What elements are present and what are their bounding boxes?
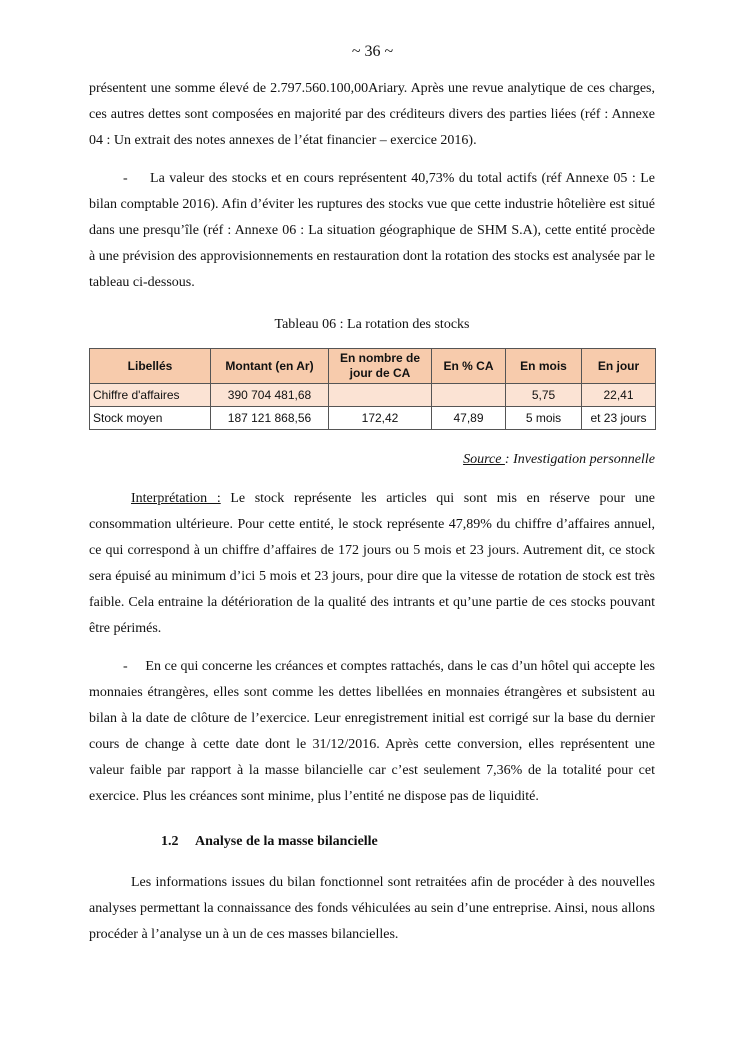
header-libelles: Libellés — [90, 349, 211, 384]
header-en-jour: En jour — [582, 349, 656, 384]
source-label: Source — [463, 452, 505, 467]
section-title: Analyse de la masse bilancielle — [195, 834, 378, 849]
cell-en-jour: et 23 jours — [582, 407, 656, 430]
header-nombre-jour: En nombre de jour de CA — [329, 349, 432, 384]
cell-libelle: Chiffre d'affaires — [90, 384, 211, 407]
paragraph-other-debts: présentent une somme élevé de 2.797.560.100,00Ariary. Après une revue analytique de ces charges, ces autres dettes sont composées en majorité par des créditeurs divers des parties liées (réf : Annexe 04 : Un extrait des notes annexes de l’état financier – exercice 2016). — [89, 81, 655, 148]
source-text: : Investigation personnelle — [504, 452, 655, 467]
interpretation-text: Le stock représente les articles qui sont mis en réserve pour une consommation ultérieure. Pour cette entité, le stock représente 47,89% du chiffre d’affaires annuel, ce qui correspond à un chiffre d’affaires de 172 jours ou 5 mois et 23 jours. Autrement dit, ce stock sera épuisé au minimum d’ici 5 mois et 23 jours, pour dire que la vitesse de rotation de stock est très faible. Cela entraine la détérioration de la qualité des intrants et qu’une partie de ces stocks pouvant être périmés. — [89, 491, 655, 636]
paragraph-receivables: - En ce qui concerne les créances et comptes rattachés, dans le cas d’un hôtel qui accepte les monnaies étrangères, elles sont comme les dettes libellées en monnaies étrangères et subsistent au bilan à la date de clôture de l’exercice. Leur enregistrement initial est corrigé sur la base du dernier cours de change à cette date dont le 31/12/2016. Après cette conversion, elles représentent une valeur faible par rapport à la masse bilancielle car c’est seulement 7,36% de la totalité pour cet exercice. Plus les créances sont minime, plus l’entité ne dispose pas de liquidité. — [89, 659, 659, 804]
cell-pourcent-ca — [432, 384, 506, 407]
page-number: ~ 36 ~ — [351, 43, 394, 60]
cell-montant: 390 704 481,68 — [211, 384, 329, 407]
paragraph-stock-value: - La valeur des stocks et en cours représentent 40,73% du total actifs (réf Annexe 05 : Le bilan comptable 2016). Afin d’éviter les ruptures des stocks vue que cette industrie hôtelière est situé dans une presqu’île (réf : Annexe 06 : La situation géographique de SHM S.A), cette entité procède à une prévision des approvisionnements en restauration dont la rotation des stocks est analysée par le tableau ci-dessous. — [89, 171, 659, 290]
header-en-mois: En mois — [506, 349, 582, 384]
table-source — [89, 450, 655, 470]
paragraph-interpretation — [89, 486, 655, 642]
header-pourcent-ca: En % CA — [432, 349, 506, 384]
table-row — [90, 407, 656, 430]
cell-pourcent-ca: 47,89 — [432, 407, 506, 430]
stock-rotation-table — [89, 348, 656, 430]
cell-libelle: Stock moyen — [90, 407, 211, 430]
cell-en-mois: 5,75 — [506, 384, 582, 407]
section-number: 1.2 — [161, 834, 179, 849]
table-row — [90, 384, 656, 407]
page-content — [89, 76, 659, 948]
cell-en-jour: 22,41 — [582, 384, 656, 407]
header-montant: Montant (en Ar) — [211, 349, 329, 384]
cell-en-mois: 5 mois — [506, 407, 582, 430]
cell-montant: 187 121 868,56 — [211, 407, 329, 430]
table-header-row — [90, 349, 656, 384]
table-caption: Tableau 06 : La rotation des stocks — [274, 317, 470, 332]
cell-nombre-jour — [329, 384, 432, 407]
paragraph-balance-analysis: Les informations issues du bilan fonctionnel sont retraitées afin de procéder à des nouvelles analyses permettant la connaissance des fonds véhiculées au sein d’une entreprise. Ainsi, nous allons procéder à l’analyse un à un de ces masses bilancielles. — [89, 875, 655, 942]
cell-nombre-jour: 172,42 — [329, 407, 432, 430]
section-heading — [89, 832, 655, 852]
interpretation-label: Interprétation : — [131, 491, 221, 506]
